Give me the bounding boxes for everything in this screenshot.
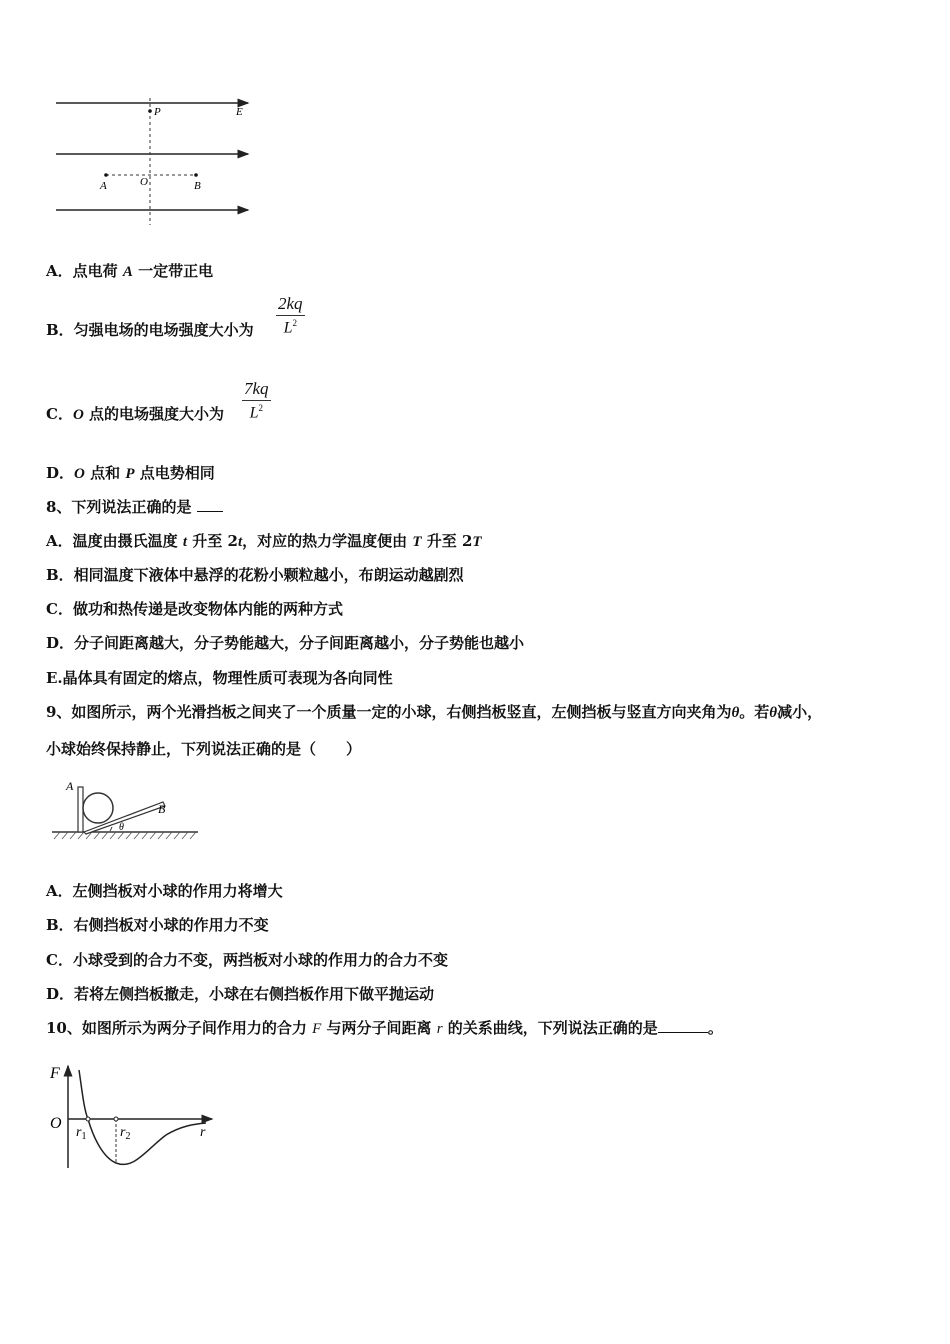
point-b [194,173,198,177]
force-distance-curve [46,1060,221,1175]
point-a [104,173,108,177]
q9-option-c: C．小球受到的合力不变，两挡板对小球的作用力的合力不变 [46,951,448,969]
q10-stem: 10、如图所示为两分子间作用力的合力 F 与两分子间距离 r 的关系曲线，下列说法正确的是 。 [46,1019,723,1037]
q9-option-a: A．左侧挡板对小球的作用力将增大 [46,882,283,900]
q8-option-a: A．温度由摄氏温度 t 升至 2t，对应的热力学温度便由 T 升至 2T [46,532,482,550]
fraction-7kq-over-l2: 7kq $L^2$ [244,379,269,422]
q8-option-b: B．相同温度下液体中悬浮的花粉小颗粒越小，布朗运动越剧烈 [46,566,464,584]
q7-option-a: A．点电荷 A 一定带正电 [46,262,214,280]
q9-stem-line2: 小球始终保持静止，下列说法正确的是（ ） [46,740,362,758]
angle-arc [110,827,112,831]
label-a: A [100,180,107,192]
label-o: O [140,176,148,188]
q7-option-c: C．O 点的电场强度大小为 [46,405,225,423]
point-r2 [114,1117,118,1121]
label-r1: $r_1$ [76,1125,87,1142]
label-e: E [236,106,243,118]
q7-option-d: D．O 点和 P 点电势相同 [46,464,215,482]
label-b: B [158,802,166,816]
label-a: A [66,779,74,793]
q8-option-e: E.晶体具有固定的熔点，物理性质可表现为各向同性 [46,669,393,687]
label-r: r [200,1125,206,1140]
ball [83,793,113,823]
ball-between-boards-diagram [50,775,205,845]
point-r1 [86,1117,90,1121]
q9-option-d: D．若将左侧挡板撤走，小球在右侧挡板作用下做平抛运动 [46,985,435,1003]
q8-stem: 8、下列说法正确的是 [46,497,223,517]
ground-hatching [54,832,196,839]
q8-option-c: C．做功和热传递是改变物体内能的两种方式 [46,600,343,618]
q8-option-d: D．分子间距离越大，分子势能越大，分子间距离越小，分子势能也越小 [46,634,525,652]
label-r2: $r_2$ [120,1125,131,1142]
vertical-board-a [78,787,83,832]
label-theta: θ [119,822,124,833]
point-p [148,109,152,113]
q7-option-b: B．匀强电场的电场强度大小为 [46,321,254,339]
force-curve [79,1070,206,1164]
q9-stem-line1: 9、如图所示，两个光滑挡板之间夹了一个质量一定的小球，右侧挡板竖直，左侧挡板与竖直方向夹角为θ。若θ减小， [46,703,823,721]
q9-option-b: B．右侧挡板对小球的作用力不变 [46,916,269,934]
label-b: B [194,180,201,192]
electric-field-diagram [50,92,260,232]
fraction-2kq-over-l2: 2kq $L^2$ [278,294,303,337]
label-o: O [50,1115,62,1132]
label-f: F [50,1065,60,1082]
label-p: P [154,106,161,118]
